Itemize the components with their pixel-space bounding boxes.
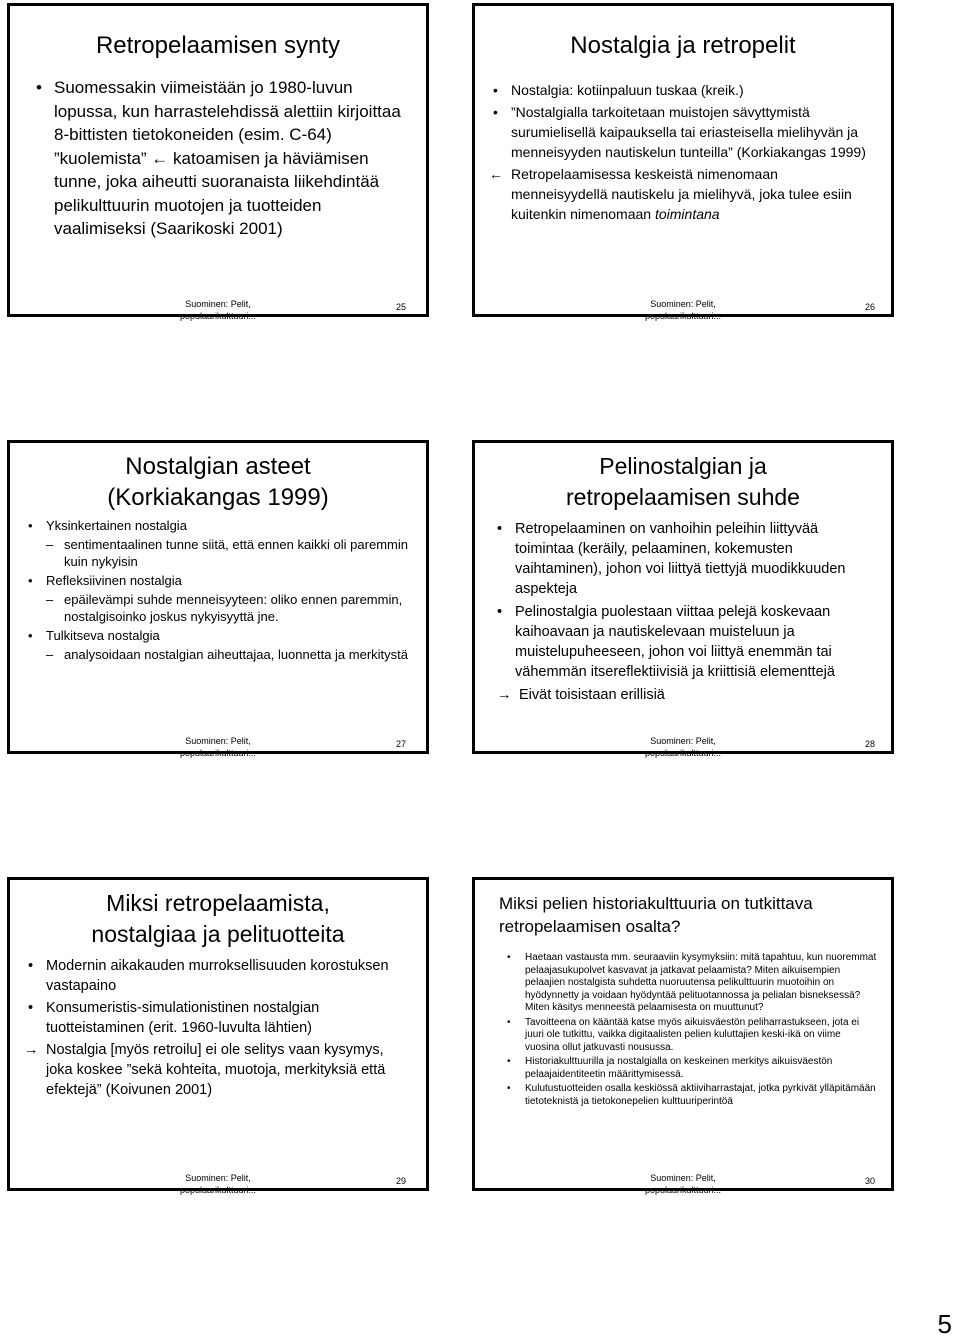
bullet-item: • Refleksiivinen nostalgia [46, 572, 412, 589]
slide-26 [472, 3, 894, 321]
slide-title: Nostalgia ja retropelit [570, 32, 796, 59]
bullet-item: • Modernin aikakauden murroksellisuuden korostuksen vastapaino [46, 956, 414, 996]
bullet-item: • Yksinkertainen nostalgia [46, 517, 412, 534]
slide-number: 30 [865, 1176, 876, 1186]
slide-29 [7, 877, 429, 1195]
bullet-item: • ”Nostalgialla tarkoitetaan muistojen sävyttymistä surumielisellä kaipauksella tai eriasteisella mielihyvän ja menneisyyden nautiskelun tunteilla” (Korkiakangas 1999) [511, 102, 877, 162]
sub-item: – analysoidaan nostalgian aiheuttajaa, luonnetta ja merkitystä [64, 646, 412, 663]
slide-title: Nostalgian asteet (Korkiakangas 1999) [107, 453, 329, 511]
arrow-item: → Nostalgia [myös retroilu] ei ole selitys vaan kysymys, joka koskee ”sekä kohteita, muotoja, merkityksiä että efektejä” (Koivunen 2001) [46, 1040, 414, 1100]
arrow-item: ← Retropelaamisessa keskeistä nimenomaan menneisyydellä nautiskelu ja mielihyvä, joka tulee esiin kuitenkin nimenomaan toimintana [511, 164, 877, 224]
slide-number: 29 [396, 1176, 407, 1186]
slide-title: Miksi pelien historiakulttuuria on tutkittava retropelaamisen osalta? [499, 894, 813, 936]
bullet-item: • Retropelaaminen on vanhoihin peleihin liittyvää toimintaa (keräily, pelaaminen, kokemusten vaihtaminen), johon voi liittyä tiettyjä muodikkuuden aspekteja [515, 519, 879, 599]
emphasis-text: toimintana [654, 206, 720, 222]
slide-number: 28 [865, 739, 876, 749]
slide-title: Pelinostalgian ja retropelaamisen suhde [566, 453, 800, 510]
slide-25 [7, 3, 429, 321]
slide-number: 26 [865, 302, 876, 312]
slide-title: Retropelaamisen synty [95, 32, 341, 59]
footer-source: Suominen: Pelit, populaarikulttuuri... [179, 299, 257, 321]
bullet-item: • Suomessakin viimeistään jo 1980-luvun lopussa, kun harrastelehdissä alettiin kirjoittaa 8-bittisten tietokoneiden (esim. C-64) ”kuolemista” ← katoamisen ja häviämisen tunne, joka aiheutti suoranaista liikehdintää pelikulttuurin muotojen ja tuotteiden vaalimiseksi (Saarikoski 2001) [54, 76, 412, 241]
slide-27 [7, 440, 429, 758]
bullet-item: • Tulkitseva nostalgia [46, 627, 412, 644]
footer-source: Suominen: Pelit, populaarikulttuuri... [644, 736, 722, 758]
bullet-item: • Nostalgia: kotiinpaluun tuskaa (kreik.) [511, 80, 877, 100]
page-number: 5 [937, 1309, 952, 1339]
bullet-item: • Tavoitteena on kääntää katse myös aikuisväestön peliharrastukseen, jota ei juuri ole tutkittu, vaikka digitaalisten pelien kuluttajien keski-ikä on viime vuosina ollut jatkuvasti nousussa. [525, 1017, 877, 1055]
slide-number: 25 [396, 302, 407, 312]
arrow-item: → Eivät toisistaan erillisiä [519, 685, 879, 705]
footer-source: Suominen: Pelit, populaarikulttuuri... [179, 736, 257, 758]
bullet-item: • Historiakulttuurilla ja nostalgialla on keskeinen merkitys aikuisväestön pelaajaidentiteetin määrittymisessä. [525, 1056, 877, 1081]
sub-item: – sentimentaalinen tunne siitä, että ennen kaikki oli paremmin kuin nykyisin [64, 536, 412, 570]
footer-source: Suominen: Pelit, populaarikulttuuri... [644, 299, 722, 321]
bullet-item: • Konsumeristis-simulationistinen nostalgian tuotteistaminen (erit. 1960-luvulta lähtien) [46, 998, 414, 1038]
footer-source: Suominen: Pelit, populaarikulttuuri... [644, 1173, 722, 1195]
bullet-item: • Kulutustuotteiden osalla keskiössä aktiiviharrastajat, jotka pyrkivät ylläpitämään tietoteknistä ja tietokonepelien kulttuuriperintöä [525, 1083, 877, 1108]
footer-source: Suominen: Pelit, populaarikulttuuri... [179, 1173, 257, 1195]
sub-item: – epäilevämpi suhde menneisyyteen: oliko ennen paremmin, nostalgisoinko joskus nykyisyyttä jne. [64, 591, 412, 625]
slide-number: 27 [396, 739, 407, 749]
slide-title: Miksi retropelaamista, nostalgiaa ja pelituotteita [91, 890, 345, 947]
bullet-item: • Haetaan vastausta mm. seuraaviin kysymyksiin: mitä tapahtuu, kun nuoremmat pelaajasukupolvet kasvavat ja jatkavat pelaamista? Miten aikuisempien pelaajien nostalgista suhdetta nuoruutensa pelikulttuurin muotoihin on hyödynnetty ja voidaan hyödyntää pelituotannossa ja pelialan bisneksessä? Miten käsitys menneestä pelaamisesta on muuttunut? [525, 952, 877, 1015]
slide-28 [472, 440, 894, 758]
bullet-item: • Pelinostalgia puolestaan viittaa pelejä koskevaan kaihoavaan ja nautiskelevaan muisteluun ja muistelupuheeseen, johon voi liittyä enemmän tai vähemmän itsereflektiivisiä ja kriittisiä elementtejä [515, 602, 879, 682]
slide-30 [472, 877, 894, 1195]
